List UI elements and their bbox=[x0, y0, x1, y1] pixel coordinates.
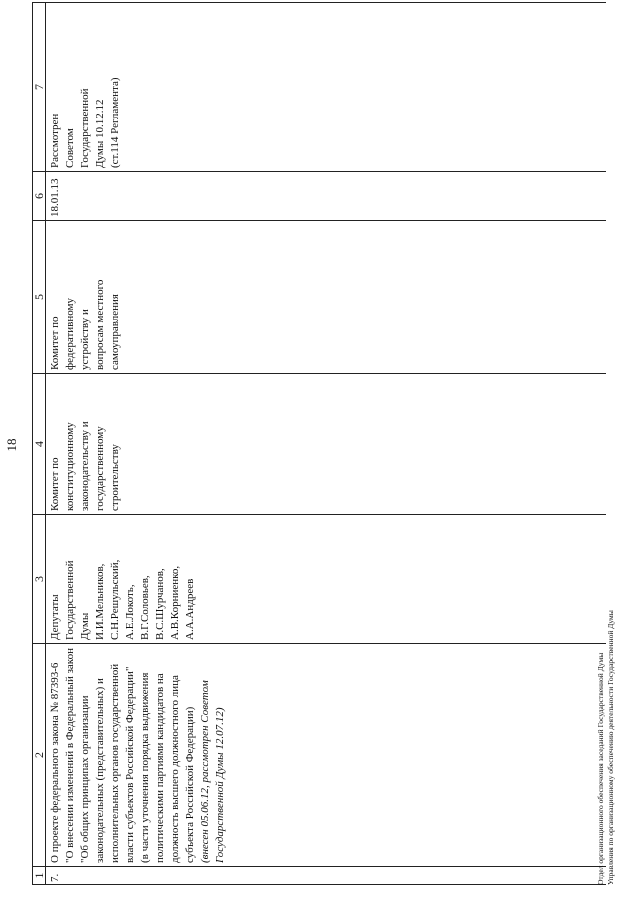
column-number-row bbox=[33, 3, 46, 885]
bill-line: должность высшего должностного лица bbox=[169, 675, 181, 863]
column-header-5: 5 bbox=[33, 221, 46, 374]
status-line: (ст.114 Регламента) bbox=[109, 77, 121, 168]
author-line: И.И.Мельников, bbox=[94, 563, 106, 640]
column-header-3: 3 bbox=[33, 515, 46, 644]
footer-department: Отдел организационного обеспечения заседаний Государственной Думы bbox=[596, 652, 605, 885]
row-number: 7. bbox=[46, 867, 606, 885]
committee-line: вопросам местного bbox=[94, 279, 106, 370]
bill-line: субъекта Российской Федерации) bbox=[184, 706, 196, 863]
bill-status-line: (внесен 05.06.12, рассмотрен Советом bbox=[199, 680, 211, 863]
column-header-1: 1 bbox=[33, 867, 46, 885]
responsible-committee-cell bbox=[46, 374, 606, 515]
status-line: Государственной bbox=[79, 88, 91, 168]
committee-line: устройству и bbox=[79, 309, 91, 370]
committee-line: законодательству и bbox=[79, 421, 91, 511]
bill-line: власти субъектов Российской Федерации" bbox=[124, 666, 136, 863]
bill-line: (в части уточнения порядка выдвижения bbox=[139, 672, 151, 863]
author-line: С.Н.Решульский, bbox=[109, 559, 121, 640]
author-line: Думы bbox=[79, 612, 91, 640]
author-line: А.А.Андреев bbox=[184, 578, 196, 640]
author-line: В.С.Шурчанов, bbox=[154, 568, 166, 640]
bill-line: исполнительных органов государственной bbox=[109, 663, 121, 863]
committee-line: федеративному bbox=[64, 298, 76, 370]
committee-line: конституционному bbox=[64, 422, 76, 511]
footer-directorate: Управления по организационному обеспечению деятельности Государственной Думы bbox=[606, 610, 615, 885]
table-row bbox=[46, 3, 606, 885]
authors-cell bbox=[46, 515, 606, 644]
bill-status-line: Государственной Думы 12.07.12) bbox=[214, 707, 226, 863]
status-line: Думы 10.12.12 bbox=[94, 99, 106, 168]
status-line: Рассмотрен bbox=[49, 113, 61, 168]
date-cell: 18.01.13 bbox=[46, 172, 606, 221]
committee-line: государственному bbox=[94, 426, 106, 511]
bill-line: "О внесении изменений в Федеральный закон bbox=[64, 648, 76, 863]
column-header-7: 7 bbox=[33, 3, 46, 172]
rotated-page bbox=[4, 10, 620, 885]
committee-line: самоуправления bbox=[109, 294, 121, 370]
committee-line: строительству bbox=[109, 444, 121, 511]
page-number: 18 bbox=[4, 438, 19, 452]
status-line: Советом bbox=[64, 128, 76, 168]
bill-line: политическими партиями кандидатов на bbox=[154, 673, 166, 863]
author-line: А.Е.Локоть, bbox=[124, 584, 136, 640]
committee-line: Комитет по bbox=[49, 457, 61, 511]
status-cell bbox=[46, 3, 606, 172]
column-header-2: 2 bbox=[33, 644, 46, 867]
committee-line: Комитет по bbox=[49, 316, 61, 370]
co-committee-cell bbox=[46, 221, 606, 374]
bill-line: О проекте федерального закона № 87393-6 bbox=[49, 662, 61, 863]
bill-description bbox=[46, 644, 606, 867]
author-line: Государственной bbox=[64, 560, 76, 640]
bills-table bbox=[32, 2, 606, 885]
column-header-4: 4 bbox=[33, 374, 46, 515]
author-line: А.В.Корниенко, bbox=[169, 565, 181, 640]
author-line: Депутаты bbox=[49, 594, 61, 640]
bill-line: законодательных (представительных) и bbox=[94, 678, 106, 863]
author-line: В.Г.Соловьев, bbox=[139, 575, 151, 640]
column-header-6: 6 bbox=[33, 172, 46, 221]
bill-line: "Об общих принципах организации bbox=[79, 695, 91, 863]
